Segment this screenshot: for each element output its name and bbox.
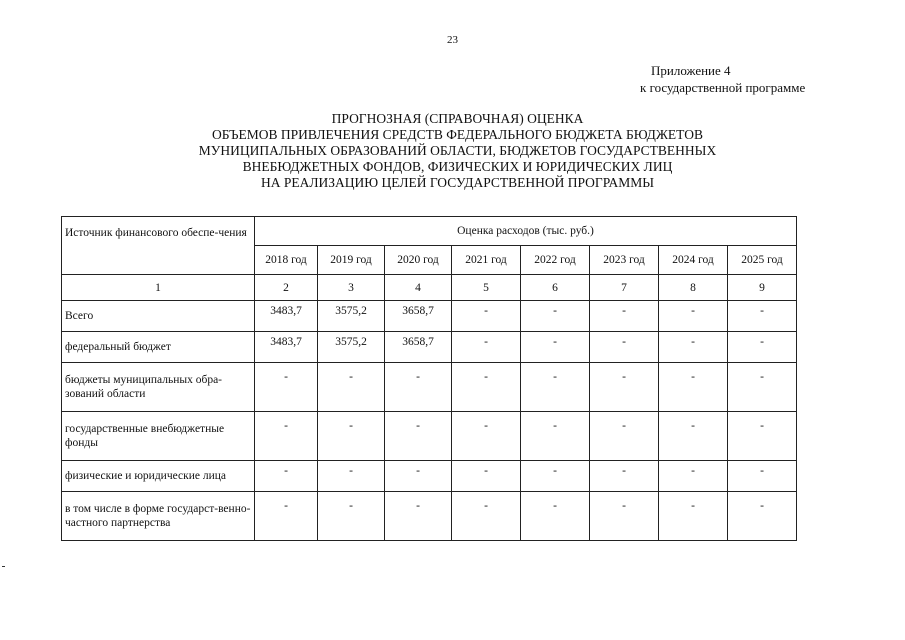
year-header: 2020 год: [385, 246, 452, 275]
value-cell: -: [590, 461, 659, 492]
year-header: 2023 год: [590, 246, 659, 275]
margin-mark: [2, 566, 5, 567]
value-cell: -: [659, 412, 728, 461]
year-header: 2018 год: [255, 246, 318, 275]
value-cell: -: [659, 461, 728, 492]
value-cell: -: [385, 363, 452, 412]
column-number: 7: [590, 275, 659, 301]
column-numbers-row: [62, 275, 797, 301]
value-cell: -: [728, 301, 797, 332]
document-title: [60, 111, 855, 191]
title-line-1: ПРОГНОЗНАЯ (СПРАВОЧНАЯ) ОЦЕНКА: [331, 111, 584, 126]
value-cell: -: [255, 461, 318, 492]
value-cell: -: [385, 492, 452, 541]
value-cell: -: [728, 492, 797, 541]
row-label: физические и юридические лица: [62, 461, 255, 492]
year-header: 2019 год: [318, 246, 385, 275]
column-number: 6: [521, 275, 590, 301]
value-cell: -: [728, 363, 797, 412]
value-cell: -: [318, 461, 385, 492]
value-cell: -: [452, 363, 521, 412]
table-row: [62, 492, 797, 541]
column-number: 2: [255, 275, 318, 301]
row-label: федеральный бюджет: [62, 332, 255, 363]
value-cell: -: [385, 461, 452, 492]
value-cell: -: [659, 363, 728, 412]
value-cell: -: [659, 301, 728, 332]
source-header: Источник финансового обеспе-чения: [62, 217, 255, 275]
value-cell: -: [255, 363, 318, 412]
value-cell: 3575,2: [318, 301, 385, 332]
value-cell: -: [590, 332, 659, 363]
value-cell: -: [452, 332, 521, 363]
value-cell: -: [521, 461, 590, 492]
row-label: бюджеты муниципальных обра-зований области: [62, 363, 255, 412]
value-cell: 3658,7: [385, 301, 452, 332]
column-number: 9: [728, 275, 797, 301]
value-cell: -: [521, 412, 590, 461]
value-cell: -: [728, 412, 797, 461]
value-cell: -: [255, 492, 318, 541]
value-cell: -: [318, 363, 385, 412]
value-cell: -: [521, 332, 590, 363]
value-cell: -: [590, 412, 659, 461]
value-cell: -: [521, 363, 590, 412]
value-cell: -: [452, 301, 521, 332]
column-number: 5: [452, 275, 521, 301]
budget-table: [61, 216, 797, 541]
year-header: 2024 год: [659, 246, 728, 275]
value-cell: -: [590, 301, 659, 332]
year-header: 2025 год: [728, 246, 797, 275]
value-cell: 3575,2: [318, 332, 385, 363]
year-header: 2022 год: [521, 246, 590, 275]
value-cell: -: [452, 461, 521, 492]
page-number: 23: [447, 34, 458, 46]
appendix-reference: [640, 62, 855, 96]
value-cell: -: [590, 363, 659, 412]
value-cell: -: [521, 492, 590, 541]
table-row: [62, 461, 797, 492]
value-cell: -: [255, 412, 318, 461]
row-label: государственные внебюджетные фонды: [62, 412, 255, 461]
appendix-line-1: Приложение 4: [651, 63, 731, 78]
value-cell: -: [452, 412, 521, 461]
year-header: 2021 год: [452, 246, 521, 275]
value-cell: 3658,7: [385, 332, 452, 363]
table-row: [62, 363, 797, 412]
table-row: [62, 301, 797, 332]
value-cell: -: [318, 492, 385, 541]
value-cell: -: [452, 492, 521, 541]
title-line-3: МУНИЦИПАЛЬНЫХ ОБРАЗОВАНИЙ ОБЛАСТИ, БЮДЖЕТОВ ГОСУДАРСТВЕННЫХ: [198, 143, 717, 158]
value-cell: -: [318, 412, 385, 461]
value-cell: -: [659, 492, 728, 541]
value-cell: -: [728, 332, 797, 363]
column-number: 8: [659, 275, 728, 301]
column-number: 4: [385, 275, 452, 301]
title-line-5: НА РЕАЛИЗАЦИЮ ЦЕЛЕЙ ГОСУДАРСТВЕННОЙ ПРОГРАММЫ: [260, 175, 655, 190]
value-cell: -: [659, 332, 728, 363]
table-row: [62, 332, 797, 363]
value-cell: 3483,7: [255, 332, 318, 363]
value-cell: -: [728, 461, 797, 492]
table-body: [62, 301, 797, 541]
column-number: 1: [62, 275, 255, 301]
column-number: 3: [318, 275, 385, 301]
value-cell: -: [385, 412, 452, 461]
title-line-4: ВНЕБЮДЖЕТНЫХ ФОНДОВ, ФИЗИЧЕСКИХ И ЮРИДИЧЕСКИХ ЛИЦ: [242, 159, 673, 174]
title-line-2: ОБЪЕМОВ ПРИВЛЕЧЕНИЯ СРЕДСТВ ФЕДЕРАЛЬНОГО БЮДЖЕТА БЮДЖЕТОВ: [211, 127, 704, 142]
appendix-line-2: к государственной программе: [640, 80, 806, 95]
value-cell: -: [521, 301, 590, 332]
row-label: Всего: [62, 301, 255, 332]
table-row: [62, 412, 797, 461]
value-cell: -: [590, 492, 659, 541]
row-label: в том числе в форме государст-венно-частного партнерства: [62, 492, 255, 541]
value-cell: 3483,7: [255, 301, 318, 332]
expenses-header: Оценка расходов (тыс. руб.): [255, 217, 797, 246]
